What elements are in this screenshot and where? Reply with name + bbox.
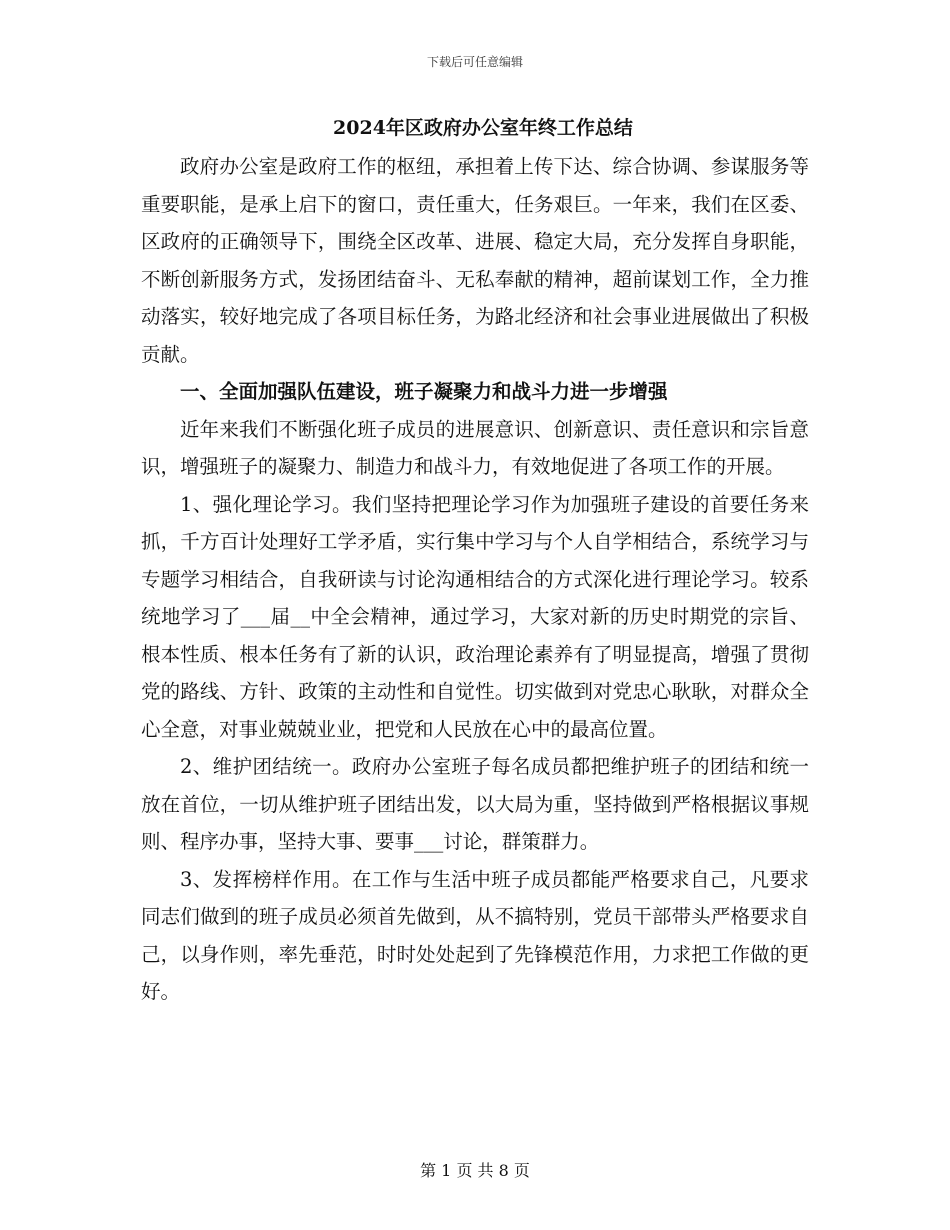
intro-paragraph: 政府办公室是政府工作的枢纽，承担着上传下达、综合协调、参谋服务等重要职能，是承上启下的窗口，责任重大，任务艰巨。一年来，我们在区委、区政府的正确领导下，围绕全区改革、进展、稳定大局，充分发挥自身职能，不断创新服务方式，发扬团结奋斗、无私奉献的精神，超前谋划工作，全力推动落实，较好地完成了各项目标任务，为路北经济和社会事业进展做出了积极贡献。 [141, 155, 809, 366]
item-paragraph-2: 2、维护团结统一。政府办公室班子每名成员都把维护班子的团结和统一放在首位，一切从维护班子团结出发，以大局为重，坚持做到严格根据议事规则、程序办事，坚持大事、要事___讨论，群策群力。 [141, 755, 809, 853]
document-body [141, 108, 809, 1011]
item-paragraph-1: 1、强化理论学习。我们坚持把理论学习作为加强班子建设的首要任务来抓，千方百计处理好工学矛盾，实行集中学习与个人自学相结合，系统学习与专题学习相结合，自我研读与讨论沟通相结合的方式深化进行理论学习。较系统地学习了___届__中全会精神，通过学习，大家对新的历史时期党的宗旨、根本性质、根本任务有了新的认识，政治理论素养有了明显提高，增强了贯彻党的路线、方针、政策的主动性和自觉性。切实做到对党忠心耿耿，对群众全心全意，对事业兢兢业业，把党和人民放在心中的最高位置。 [141, 492, 809, 741]
page-header-note: 下载后可任意编辑 [426, 55, 523, 69]
document-title: 2024年区政府办公室年终工作总结 [333, 117, 633, 139]
page-number: 第 1 页 共 8 页 [420, 1161, 530, 1180]
section-heading-1: 一、全面加强队伍建设，班子凝聚力和战斗力进一步增强 [180, 380, 668, 403]
section-intro-paragraph: 近年来我们不断强化班子成员的进展意识、创新意识、责任意识和宗旨意识，增强班子的凝聚力、制造力和战斗力，有效地促进了各项工作的开展。 [141, 417, 809, 478]
item-paragraph-3: 3、发挥榜样作用。在工作与生活中班子成员都能严格要求自己，凡要求同志们做到的班子成员必须首先做到，从不搞特别，党员干部带头严格要求自己，以身作则，率先垂范，时时处处起到了先锋模范作用，力求把工作做的更好。 [141, 867, 809, 1003]
